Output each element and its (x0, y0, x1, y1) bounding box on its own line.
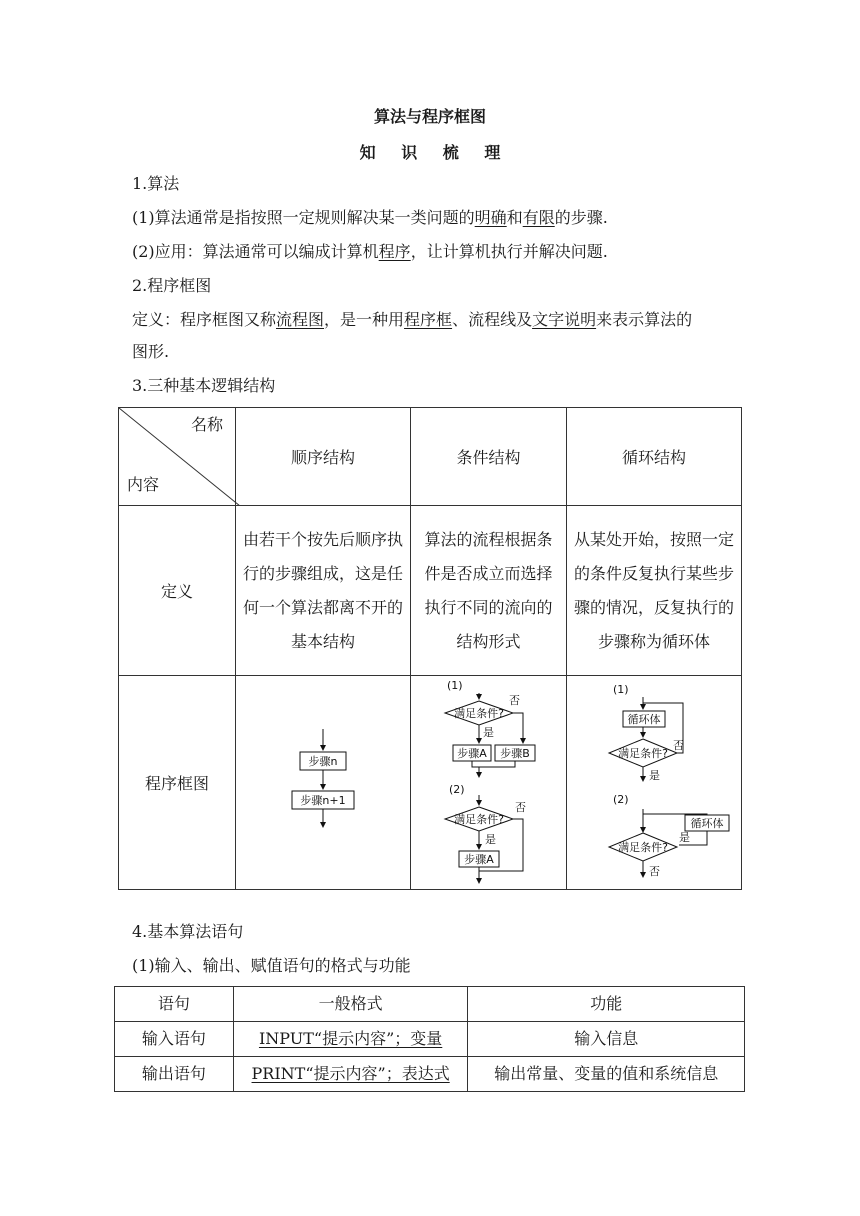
format-text: PRINT“提示内容”；表达式 (251, 1064, 450, 1083)
col-header-loop: 循环结构 (567, 408, 742, 506)
underlined-term: 程序 (378, 242, 411, 261)
loop-flowchart-cell (567, 676, 742, 890)
text-span: (2)应用：算法通常可以编成计算机 (132, 242, 379, 261)
condition-flowchart (411, 677, 566, 889)
loop-body-label-2: 循环体 (690, 816, 724, 830)
cond-label-2: (2) (449, 782, 465, 796)
col-header-statement: 语句 (115, 987, 234, 1022)
text-span: (1)算法通常是指按照一定规则解决某一类问题的 (132, 208, 475, 227)
col-header-condition: 条件结构 (411, 408, 567, 506)
logic-structures-table (118, 407, 742, 890)
loop-flowchart (567, 677, 741, 889)
statement-function: 输出常量、变量的值和系统信息 (468, 1057, 745, 1092)
loop-check-text-2: 满足条件? (618, 840, 668, 854)
definition-condition: 算法的流程根据条件是否成立而选择执行不同的流向的结构形式 (411, 506, 567, 676)
sequence-flowchart-cell (236, 676, 411, 890)
section-2-heading: 2.程序框图 (132, 276, 212, 295)
col-header-sequence: 顺序结构 (236, 408, 411, 506)
step-n1-label: 步骤n+1 (300, 793, 346, 807)
loop-no-label-2: 否 (649, 864, 660, 878)
statement-format (233, 1022, 468, 1057)
page-subtitle: 知 识 梳 理 (359, 143, 511, 162)
underlined-term: 流程图 (276, 310, 325, 329)
section-2-definition (132, 310, 692, 330)
statement-name: 输入语句 (115, 1022, 234, 1057)
statements-table (114, 986, 745, 1092)
cond-no-label-2: 否 (515, 800, 526, 814)
row-label-flowchart: 程序框图 (119, 676, 236, 890)
underlined-term: 文字说明 (532, 310, 597, 329)
text-span: 定义：程序框图又称 (132, 310, 277, 329)
section-3-heading: 3.三种基本逻辑结构 (132, 376, 276, 395)
format-text: INPUT“提示内容”；变量 (258, 1029, 443, 1048)
step-a-label-1: 步骤A (457, 746, 487, 760)
cond-label-1: (1) (447, 678, 463, 692)
definition-loop: 从某处开始，按照一定的条件反复执行某些步骤的情况，反复执行的步骤称为循环体 (567, 506, 742, 676)
cond-yes-label-1: 是 (483, 725, 494, 739)
loop-label-2: (2) (613, 792, 629, 806)
step-b-label: 步骤B (500, 746, 530, 760)
cond-check-text-1: 满足条件? (454, 706, 504, 720)
text-span: 来表示算法的 (596, 310, 693, 329)
col-header-format: 一般格式 (233, 987, 468, 1022)
sequence-flowchart (236, 677, 410, 889)
loop-label-1: (1) (613, 682, 629, 696)
underlined-term: 明确 (474, 208, 507, 227)
loop-check-text-1: 满足条件? (618, 746, 668, 760)
table-row (115, 1057, 745, 1092)
section-4-heading: 4.基本算法语句 (132, 922, 244, 941)
text-span: 和 (506, 208, 523, 227)
header-diagonal-cell (119, 408, 236, 506)
cond-check-text-2: 满足条件? (454, 812, 504, 826)
loop-yes-label-1: 是 (649, 768, 660, 782)
table-row (115, 1022, 745, 1057)
step-n-label: 步骤n (308, 754, 338, 768)
statement-name: 输出语句 (115, 1057, 234, 1092)
section-4-subheading: (1)输入、输出、赋值语句的格式与功能 (132, 956, 411, 975)
header-name: 名称 (190, 415, 223, 434)
condition-flowchart-cell (411, 676, 567, 890)
page-title: 算法与程序框图 (373, 107, 486, 126)
statement-function: 输入信息 (468, 1022, 745, 1057)
loop-body-label-1: 循环体 (627, 712, 661, 726)
section-1-paragraph-1 (132, 208, 608, 228)
statement-format (233, 1057, 468, 1092)
text-span: 、流程线及 (452, 310, 533, 329)
section-1-heading: 1.算法 (132, 174, 180, 193)
header-content: 内容 (127, 475, 160, 494)
text-span: ，是一种用 (324, 310, 405, 329)
loop-yes-label-2: 是 (679, 830, 690, 844)
section-1-paragraph-2 (132, 242, 608, 262)
cond-no-label-1: 否 (509, 693, 520, 707)
underlined-term: 程序框 (404, 310, 453, 329)
cond-yes-label-2: 是 (485, 832, 496, 846)
col-header-function: 功能 (468, 987, 745, 1022)
row-label-definition: 定义 (119, 506, 236, 676)
definition-sequence: 由若干个按先后顺序执行的步骤组成，这是任何一个算法都离不开的基本结构 (236, 506, 411, 676)
text-span: ，让计算机执行并解决问题. (410, 242, 608, 261)
loop-no-label-1: 否 (673, 738, 684, 752)
section-2-definition-cont: 图形. (132, 342, 170, 361)
step-a-label-2: 步骤A (464, 852, 494, 866)
underlined-term: 有限 (522, 208, 555, 227)
text-span: 的步骤. (554, 208, 608, 227)
